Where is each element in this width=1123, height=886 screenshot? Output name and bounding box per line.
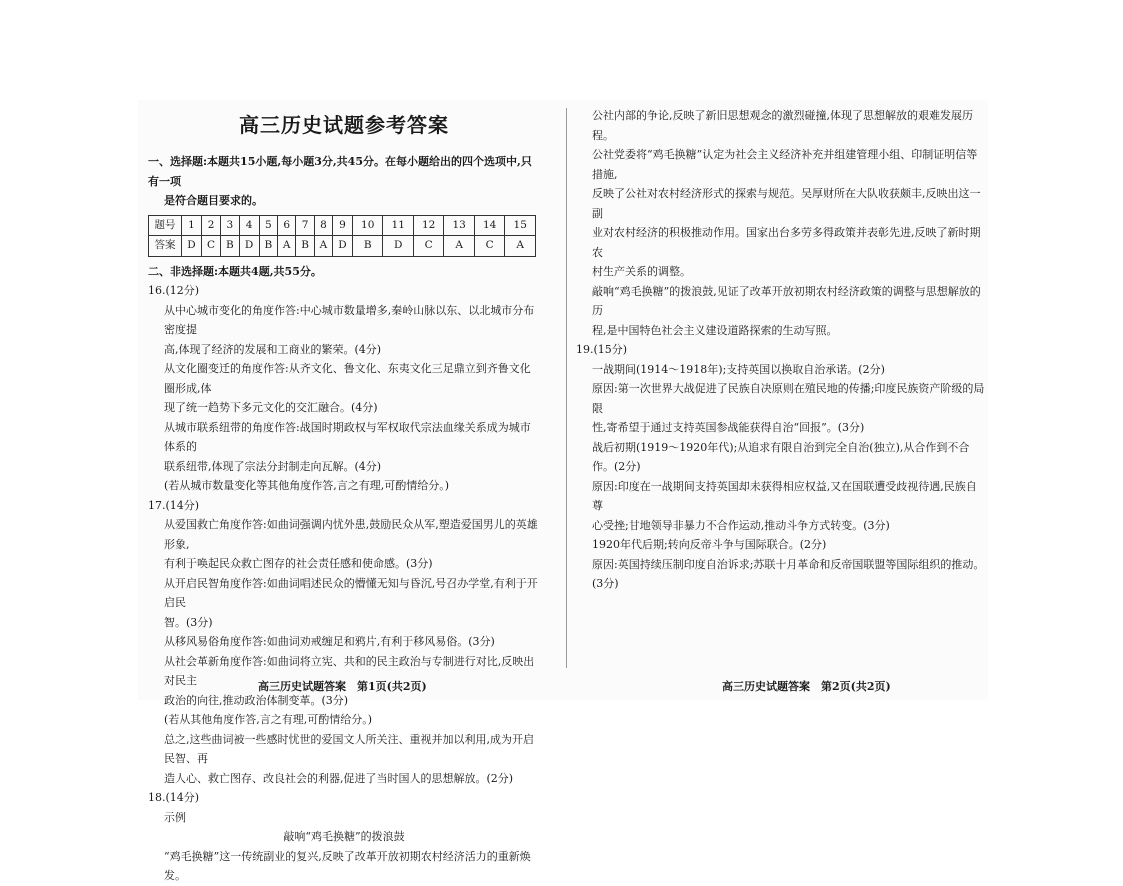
q17-p4b: 政治的向往,推动政治体制变革。(3分) (164, 693, 349, 707)
q17-p6: 总之,这些曲词被一些感时忧世的爱国文人所关注、重视并加以利用,成为开启民智、再 (164, 732, 534, 765)
section1-line1: 一、选择题:本题共15小题,每小题3分,共45分。在每小题给出的四个选项中,只有一项 (148, 155, 532, 188)
answer-table-cell: 3 (221, 215, 239, 236)
q19-l5: 1920年代后期;转向反帝斗争与国际联合。(2分) (592, 538, 827, 551)
q17-p5: (若从其他角度作答,言之有理,可酌情给分。) (164, 713, 373, 726)
answer-table-cell: B (259, 236, 277, 257)
column-divider (566, 108, 567, 668)
q19-l2b: 性,寄希望于通过支持英国参战能获得自治“回报”。(3分) (592, 421, 865, 434)
answer-table-cell: C (474, 236, 504, 257)
q18-r2: 公社党委将“鸡毛换糖”认定为社会主义经济补充并组建管理小组、印制证明信等措施, (592, 148, 978, 181)
footer-page-2: 高三历史试题答案 第2页(共2页) (722, 680, 891, 693)
answer-table-cell: A (505, 236, 536, 257)
q17-p3: 从移风易俗角度作答:如曲词劝戒缠足和鸦片,有利于移风易俗。(3分) (164, 635, 495, 648)
answer-table-cell: 9 (333, 215, 353, 236)
answer-table-cell: A (278, 236, 296, 257)
q16-p2: 从文化圈变迁的角度作答:从齐文化、鲁文化、东夷文化三足鼎立到齐鲁文化圈形成,体 (164, 362, 531, 395)
q19-l4: 原因:印度在一战期间支持英国却未获得相应权益,又在国联遭受歧视待遇,民族自尊 (592, 479, 977, 512)
q17-p2: 从开启民智角度作答:如曲词唱述民众的懵懂无知与昏沉,号召办学堂,有利于开启民 (164, 576, 538, 609)
q16-head: 16.(12分) (148, 284, 200, 297)
answer-table (148, 215, 536, 257)
q18-r3: 敲响“鸡毛换糖”的拨浪鼓,见证了改革开放初期农村经济政策的调整与思想解放的历 (592, 284, 981, 317)
q19-l4b: 心受挫;甘地领导非暴力不合作运动,推动斗争方式转变。(3分) (592, 518, 890, 532)
answer-table-cell: D (333, 236, 353, 257)
q17-p2b: 智。(3分) (164, 615, 213, 629)
footer-page-1: 高三历史试题答案 第1页(共2页) (258, 680, 427, 693)
q18-r2c: 业对农村经济的积极推动作用。国家出台多劳多得政策并表彰先进,反映了新时期农 (592, 226, 981, 259)
section1-line2: 是符合题目要求的。 (164, 194, 263, 207)
answer-table-cell: B (296, 236, 314, 257)
q17-p4: 从社会革新角度作答:如曲词将立宪、共和的民主政治与专制进行对比,反映出对民主 (164, 654, 535, 687)
q18-head: 18.(14分) (148, 791, 200, 804)
answer-table-cell: 15 (505, 215, 536, 236)
q19-l2: 原因:第一次世界大战促进了民族自决原则在殖民地的传播;印度民族资产阶级的局限 (592, 382, 985, 415)
q16-p3: 从城市联系纽带的角度作答:战国时期政权与军权取代宗法血缘关系成为城市体系的 (164, 420, 531, 453)
answer-table-cell: D (239, 236, 259, 257)
q16-p3b: 联系纽带,体现了宗法分封制走向瓦解。(4分) (164, 459, 382, 473)
answer-table-cell: 7 (296, 215, 314, 236)
q19-head: 19.(15分) (576, 343, 628, 356)
answer-table-cell: C (201, 236, 220, 257)
q16-p4: (若从城市数量变化等其他角度作答,言之有理,可酌情给分。) (164, 479, 450, 492)
answer-table-cell: 12 (413, 215, 443, 236)
answer-table-cell: 13 (444, 215, 474, 236)
answer-table-cell: 10 (352, 215, 382, 236)
q19-l1: 一战期间(1914～1918年);支持英国以换取自治承诺。(2分) (592, 362, 885, 376)
answer-table-row-answers (149, 236, 536, 257)
answer-table-cell: 6 (278, 215, 296, 236)
q18-example-label: 示例 (164, 810, 186, 824)
answer-table-cell: 4 (239, 215, 259, 236)
q17-p1: 从爱国救亡角度作答:如曲词强调内忧外患,鼓励民众从军,塑造爱国男儿的英雄形象, (164, 518, 538, 551)
q16-p1b: 高,体现了经济的发展和工商业的繁荣。(4分) (164, 342, 382, 356)
q18-r3b: 程,是中国特色社会主义建设道路探索的生动写照。 (592, 323, 838, 337)
q18-p1: “鸡毛换糖”这一传统副业的复兴,反映了改革开放初期农村经济活力的重新焕发。 (164, 849, 531, 882)
answer-table-header: 题号 (149, 215, 182, 236)
q18-r1: 公社内部的争论,反映了新旧思想观念的激烈碰撞,体现了思想解放的艰难发展历程。 (592, 109, 973, 142)
answer-table-cell: D (383, 236, 413, 257)
answer-table-cell: 14 (474, 215, 504, 236)
q17-p6b: 造人心、救亡图存、改良社会的利器,促进了当时国人的思想解放。(2分) (164, 771, 514, 785)
right-column (576, 106, 987, 594)
answer-table-header: 答案 (149, 236, 182, 257)
q18-r2b: 反映了公社对农村经济形式的探索与规范。吴厚财所在大队收获颇丰,反映出这一副 (592, 187, 981, 220)
answer-table-cell: B (221, 236, 239, 257)
q19-l6: 原因:英国持续压制印度自治诉求;苏联十月革命和反帝国联盟等国际组织的推动。(3分) (592, 557, 985, 590)
answer-table-cell: 1 (182, 215, 202, 236)
section2-heading: 二、非选择题:本题共4题,共55分。 (148, 264, 322, 278)
answer-table-cell: 11 (383, 215, 413, 236)
page-title: 高三历史试题参考答案 (239, 113, 449, 137)
q19-l3: 战后初期(1919～1920年代);从追求有限自治到完全自治(独立),从合作到不合作。(2分) (592, 440, 970, 473)
answer-table-cell: A (444, 236, 474, 257)
q18-essay-title: 敲响“鸡毛换糖”的拨浪鼓 (283, 830, 405, 843)
answer-table-cell: 8 (314, 215, 332, 236)
answer-table-cell: C (413, 236, 443, 257)
answer-table-cell: D (182, 236, 202, 257)
q16-p2b: 现了统一趋势下多元文化的交汇融合。(4分) (164, 401, 378, 414)
q18-r2d: 村生产关系的调整。 (592, 265, 691, 278)
q16-p1: 从中心城市变化的角度作答:中心城市数量增多,秦岭山脉以东、以北城市分布密度提 (164, 303, 535, 336)
answer-table-cell: 2 (201, 215, 220, 236)
answer-table-cell: A (314, 236, 332, 257)
answer-table-cell: 5 (259, 215, 277, 236)
q17-head: 17.(14分) (148, 498, 200, 512)
answer-table-row-numbers (149, 215, 536, 236)
q17-p1b: 有利于唤起民众救亡图存的社会责任感和使命感。(3分) (164, 557, 433, 570)
left-column (148, 112, 540, 886)
answer-table-cell: B (352, 236, 382, 257)
